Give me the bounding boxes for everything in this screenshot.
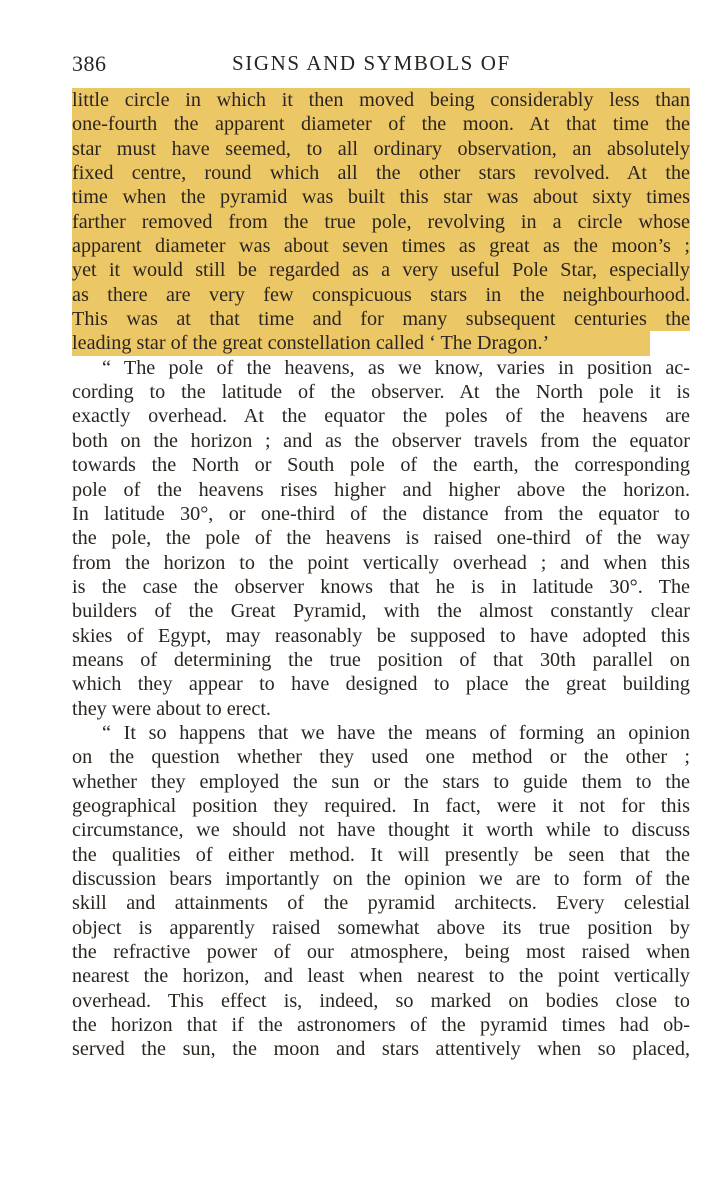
text-line: leading star of the great constellation called ‘ The Dragon.’ [72, 331, 650, 355]
text-line: towards the North or South pole of the earth, the corresponding [72, 454, 690, 477]
text-line: object is apparently raised somewhat above its true position by [72, 916, 690, 939]
text-line: apparent diameter was about seven times as great as the moon’s ; [72, 235, 690, 258]
text-line: the pole, the pole of the heavens is raised one-third of the way [72, 527, 690, 550]
text-line: farther removed from the true pole, revolving in a circle whose [72, 210, 690, 233]
text-line: “ It so happens that we have the means of forming an opinion [102, 721, 690, 744]
page-header [72, 51, 692, 83]
text-line: In latitude 30°, or one-third of the distance from the equator to [72, 502, 690, 525]
text-line: served the sun, the moon and stars attentively when so placed, [72, 1038, 690, 1061]
text-line: circumstance, we should not have thought it worth while to discuss [72, 819, 690, 842]
text-line: fixed centre, round which all the other stars revolved. At the [72, 162, 690, 185]
text-line: one-fourth the apparent diameter of the moon. At that time the [72, 113, 690, 136]
page-number: 386 [72, 51, 107, 76]
text-line: as there are very few conspicuous stars in the neighbourhood. [72, 283, 690, 306]
text-line: cording to the latitude of the observer. At the North pole it is [72, 381, 690, 404]
text-line: skill and attainments of the pyramid architects. Every celestial [72, 892, 690, 915]
text-line: builders of the Great Pyramid, with the almost constantly clear [72, 600, 690, 623]
text-line: “ The pole of the heavens, as we know, varies in position ac- [102, 356, 690, 379]
text-line: overhead. This effect is, indeed, so marked on bodies close to [72, 989, 690, 1012]
running-head: SIGNS AND SYMBOLS OF [232, 51, 511, 75]
text-line: is the case the observer knows that he is in latitude 30°. The [72, 575, 690, 598]
text-line: both on the horizon ; and as the observer travels from the equator [72, 429, 690, 452]
text-line: the refractive power of our atmosphere, being most raised when [72, 941, 690, 964]
text-line: on the question whether they used one method or the other ; [72, 746, 690, 769]
text-line: they were about to erect. [72, 697, 271, 720]
text-line: exactly overhead. At the equator the poles of the heavens are [72, 405, 690, 428]
text-line: discussion bears importantly on the opinion we are to form of the [72, 868, 690, 890]
paragraph-means-of-opinion [72, 721, 690, 1062]
text-line: nearest the horizon, and least when nearest to the point vertically [72, 965, 690, 988]
text-line: This was at that time and for many subsequent centuries the [72, 308, 690, 331]
text-line: the horizon that if the astronomers of the pyramid times had ob- [72, 1014, 690, 1037]
text-line: time when the pyramid was built this star was about sixty times [72, 186, 690, 209]
paragraph-pole-of-heavens [72, 356, 690, 721]
highlighted-paragraph [72, 88, 690, 356]
text-line: yet it would still be regarded as a very useful Pole Star, especially [72, 259, 690, 282]
text-line: the qualities of either method. It will presently be seen that the [72, 843, 690, 866]
text-line: means of determining the true position of that 30th parallel on [72, 648, 690, 671]
text-line: which they appear to have designed to place the great building [72, 673, 690, 696]
page-body [72, 88, 690, 1062]
text-line: skies of Egypt, may reasonably be supposed to have adopted this [72, 624, 690, 647]
text-line: pole of the heavens rises higher and higher above the horizon. [72, 478, 690, 501]
text-line: from the horizon to the point vertically overhead ; and when this [72, 551, 690, 574]
text-line: whether they employed the sun or the stars to guide them to the [72, 770, 690, 793]
text-line: geographical position they required. In fact, were it not for this [72, 794, 690, 817]
text-line: star must have seemed, to all ordinary observation, an absolutely [72, 137, 690, 160]
text-line: little circle in which it then moved being considerably less than [72, 89, 690, 111]
